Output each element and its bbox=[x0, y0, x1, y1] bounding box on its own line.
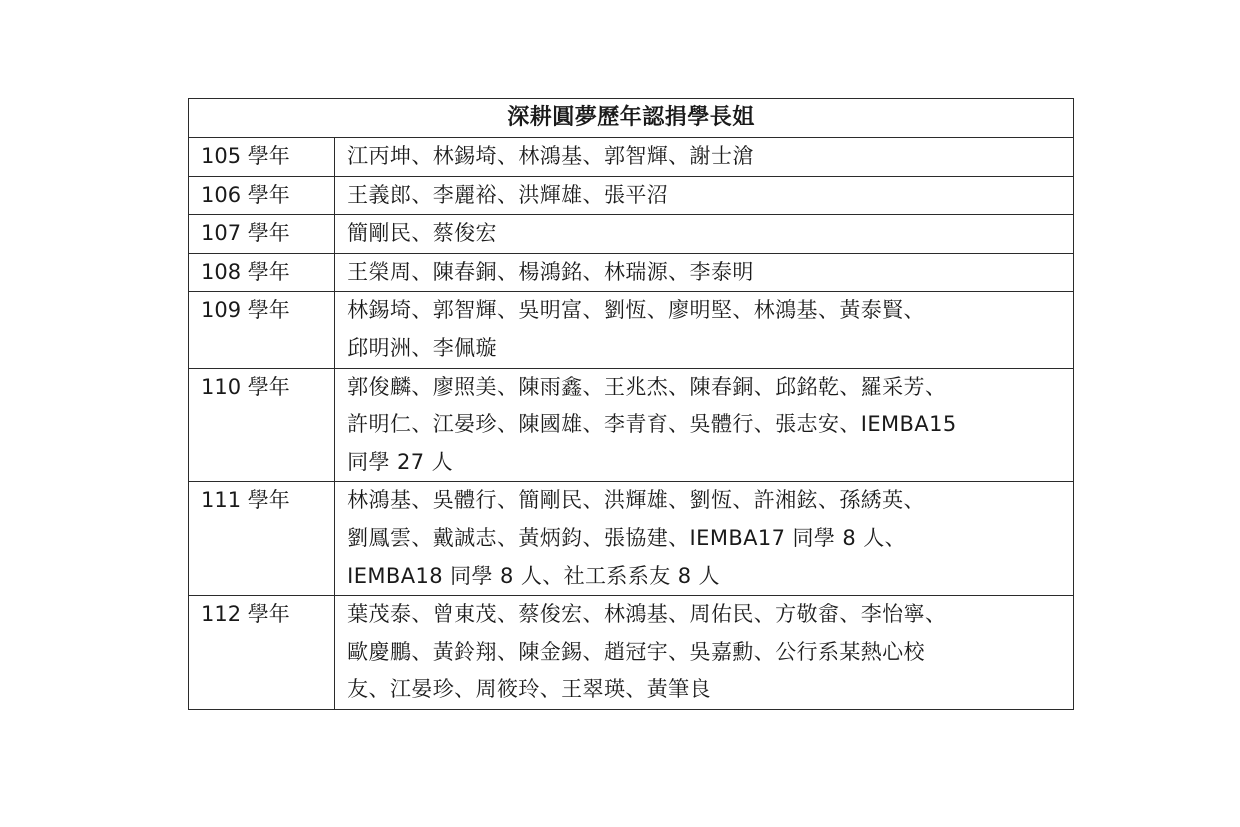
donor-names-cell bbox=[335, 253, 1074, 292]
table-row bbox=[189, 482, 1074, 596]
table-body bbox=[189, 138, 1074, 710]
donor-names-line: 友、江晏珍、周筱玲、王翠瑛、黃筆良 bbox=[347, 677, 711, 702]
table-title: 深耕圓夢歷年認捐學長姐 bbox=[189, 99, 1074, 138]
donor-names-cell bbox=[335, 368, 1074, 482]
table-row bbox=[189, 253, 1074, 292]
donor-names-cell bbox=[335, 138, 1074, 177]
table-row bbox=[189, 368, 1074, 482]
academic-year-cell: 110 學年 bbox=[189, 368, 335, 482]
donor-names-cell bbox=[335, 215, 1074, 254]
academic-year-cell: 109 學年 bbox=[189, 292, 335, 368]
donor-names-cell bbox=[335, 292, 1074, 368]
donor-names-line: 歐慶鵬、黃鈴翔、陳金錫、趙冠宇、吳嘉勳、公行系某熱心校 bbox=[347, 639, 925, 664]
donor-names-line: 林錫埼、郭智輝、吳明富、劉恆、廖明堅、林鴻基、黃泰賢、 bbox=[347, 298, 925, 323]
donor-names-line: 林鴻基、吳體行、簡剛民、洪輝雄、劉恆、許湘鉉、孫綉英、 bbox=[347, 488, 925, 513]
donor-names-line: 同學 27 人 bbox=[347, 449, 454, 474]
academic-year-cell: 107 學年 bbox=[189, 215, 335, 254]
academic-year-cell: 105 學年 bbox=[189, 138, 335, 177]
table-row bbox=[189, 292, 1074, 368]
donor-names-line: 葉茂泰、曾東茂、蔡俊宏、林鴻基、周佑民、方敬畲、李怡寧、 bbox=[347, 602, 947, 627]
donor-names-line: 邱明洲、李佩璇 bbox=[347, 335, 497, 360]
academic-year-cell: 111 學年 bbox=[189, 482, 335, 596]
donor-names-line: 王榮周、陳春銅、楊鴻銘、林瑞源、李泰明 bbox=[347, 259, 754, 284]
donor-names-cell bbox=[335, 596, 1074, 710]
table-row bbox=[189, 138, 1074, 177]
academic-year-cell: 112 學年 bbox=[189, 596, 335, 710]
donor-names-line: 王義郎、李麗裕、洪輝雄、張平沼 bbox=[347, 182, 669, 207]
donor-names-line: 郭俊麟、廖照美、陳雨鑫、王兆杰、陳春銅、邱銘乾、羅采芳、 bbox=[347, 374, 947, 399]
donor-names-line: IEMBA18 同學 8 人、社工系系友 8 人 bbox=[347, 563, 720, 588]
donor-names-line: 江丙坤、林錫埼、林鴻基、郭智輝、謝士滄 bbox=[347, 144, 754, 168]
title-row bbox=[189, 99, 1074, 138]
table-row bbox=[189, 215, 1074, 254]
donor-names-line: 許明仁、江晏珍、陳國雄、李青育、吳體行、張志安、IEMBA15 bbox=[347, 412, 957, 437]
academic-year-cell: 108 學年 bbox=[189, 253, 335, 292]
donor-names-cell bbox=[335, 176, 1074, 215]
table-row bbox=[189, 596, 1074, 710]
academic-year-cell: 106 學年 bbox=[189, 176, 335, 215]
donor-names-line: 簡剛民、蔡俊宏 bbox=[347, 221, 497, 246]
donor-table bbox=[188, 98, 1074, 710]
donor-names-cell bbox=[335, 482, 1074, 596]
table-row bbox=[189, 176, 1074, 215]
donor-names-line: 劉鳳雲、戴誠志、黃炳鈞、張協建、IEMBA17 同學 8 人、 bbox=[347, 525, 907, 550]
